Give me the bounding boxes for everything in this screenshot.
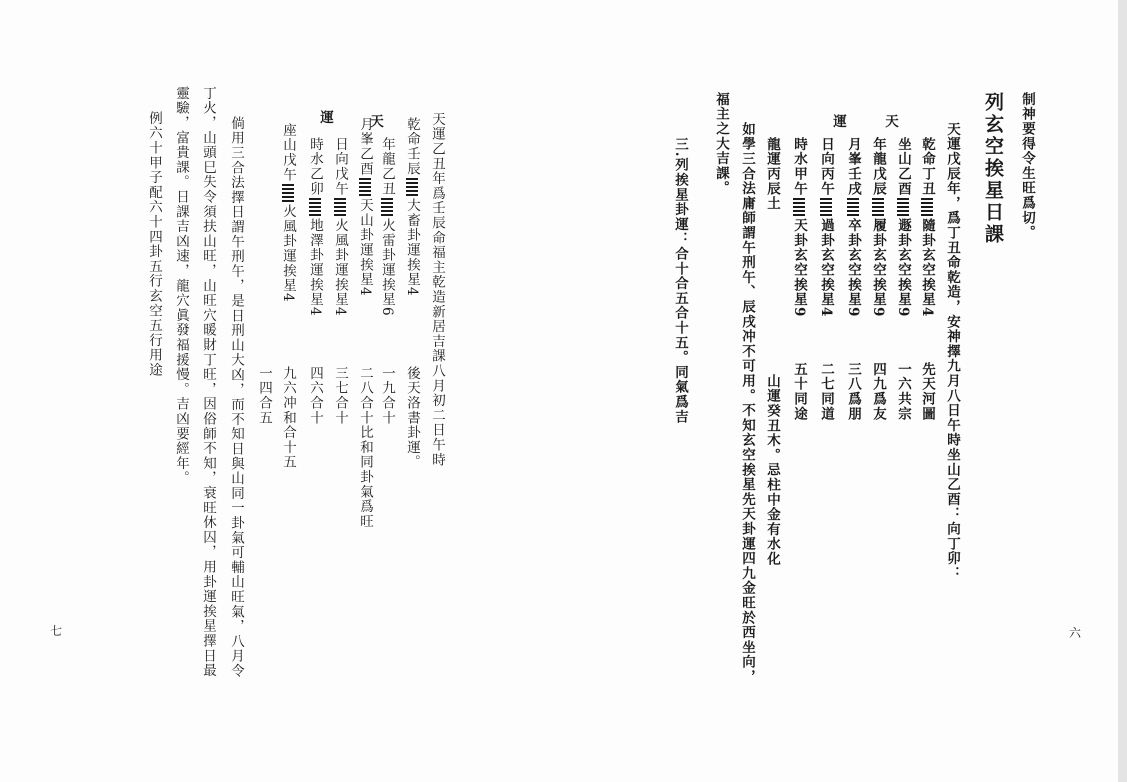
left-note-5: 四六合十 <box>307 366 323 426</box>
left-paragraph-2: 丁火，山頭巳失令須扶山旺，山旺穴暖財丁旺，因俗師不知，衰旺休囚，用卦運挨星擇日最 <box>200 86 216 678</box>
right-note-3: 四九爲友 <box>870 362 886 422</box>
shan-yun-label: 山運癸丑木。忌柱中金有水化 <box>764 374 780 567</box>
left-page-number: 七 <box>50 624 63 638</box>
left-yun-mark: 運 <box>317 110 333 125</box>
right-note-5: 二七同道 <box>818 362 834 422</box>
hexagram-icon <box>309 198 321 216</box>
left-note-2: 一九合十 <box>379 366 395 426</box>
right-note-2: 一六共宗 <box>895 362 911 422</box>
left-sum: 一四合五 <box>256 366 272 426</box>
left-paragraph-4: 例六十甲子配六十四卦五行玄空五行用途 <box>146 111 162 378</box>
right-row-4: 月峯壬戌卒卦玄空挨星9 <box>845 137 861 318</box>
right-page-number: 六 <box>1069 626 1082 640</box>
left-row-6: 座山戊午火風卦運挨星4 <box>280 123 296 303</box>
right-heading-line: 天運戊辰年，爲丁丑命乾造，安神擇九月八日午時坐山乙酉：向丁卯： <box>944 122 960 581</box>
hexagram-icon <box>847 198 859 216</box>
right-note-1: 先天河圖 <box>919 362 935 422</box>
left-tian-mark: 天 <box>367 114 383 129</box>
left-note-3: 二八合十比和同卦氣爲旺 <box>357 366 373 529</box>
right-page <box>563 0 1118 782</box>
right-note-4: 三八爲朋 <box>845 362 861 422</box>
hexagram-icon <box>381 198 393 216</box>
left-row-2: 年龍乙丑火雷卦運挨星6 <box>379 137 395 317</box>
right-paragraph-3: 三.列挨星卦運：合十合五合十五。同氣爲吉 <box>672 137 688 425</box>
hexagram-icon <box>820 198 832 216</box>
hexagram-icon <box>334 198 346 216</box>
right-row-5: 日向丙午過卦玄空挨星4 <box>818 137 834 318</box>
hexagram-icon <box>406 178 418 196</box>
right-paragraph-2: 福主之大吉課。 <box>713 92 729 196</box>
hexagram-icon <box>359 178 371 196</box>
right-row-3: 年龍戊辰履卦玄空挨星9 <box>870 137 886 318</box>
right-yun-mark: 運 <box>830 114 846 129</box>
right-row-1: 乾命丁丑隨卦玄空挨星4 <box>919 137 935 318</box>
left-row-1: 乾命壬辰大畜卦運挨星4 <box>404 117 420 297</box>
section-title: 列玄空挨星日課 <box>982 92 1004 246</box>
hexagram-icon <box>897 198 909 216</box>
hexagram-icon <box>872 198 884 216</box>
left-paragraph-1: 倘用三合法擇日謂午刑午，是日刑山大凶，而不知日與山同一卦氣可輔山旺氣，八月令 <box>228 116 244 679</box>
left-note-4: 三七合十 <box>332 366 348 426</box>
left-paragraph-3: 靈驗，富貴課。日課吉凶速，龍穴眞發福援慢。吉凶要經年。 <box>173 86 189 486</box>
right-tian-mark: 天 <box>882 114 898 129</box>
book-edge <box>1118 0 1127 782</box>
long-yun-label: 龍運丙辰土 <box>764 137 780 211</box>
left-row-4: 日向戊午火風卦運挨星4 <box>332 137 348 317</box>
hexagram-icon <box>282 184 294 202</box>
right-row-6: 時水甲午天卦玄空挨星9 <box>791 137 807 318</box>
right-paragraph-1: 如學三合法庸師謂午刑午、辰戌冲不可用。不知玄空挨星先天卦運四九金旺於西坐向， <box>739 122 755 685</box>
left-page <box>0 0 563 782</box>
right-row-2: 坐山乙酉遯卦玄空挨星9 <box>895 137 911 318</box>
right-intro-line: 制神要得令生旺爲切。 <box>1019 92 1035 240</box>
hexagram-icon <box>921 198 933 216</box>
left-note-1: 後天洛書卦運。 <box>404 366 420 470</box>
left-note-6: 九六冲和合十五 <box>280 366 296 470</box>
left-heading-line: 天運乙丑年爲壬辰命福主乾造新居吉課八月初二日午時 <box>429 112 445 468</box>
left-row-3: 月峯乙酉天山卦運挨星4 <box>357 117 373 297</box>
left-row-5: 時水乙卯地澤卦運挨星4 <box>307 137 323 317</box>
right-note-6: 五十同途 <box>791 362 807 422</box>
hexagram-icon <box>793 198 805 216</box>
